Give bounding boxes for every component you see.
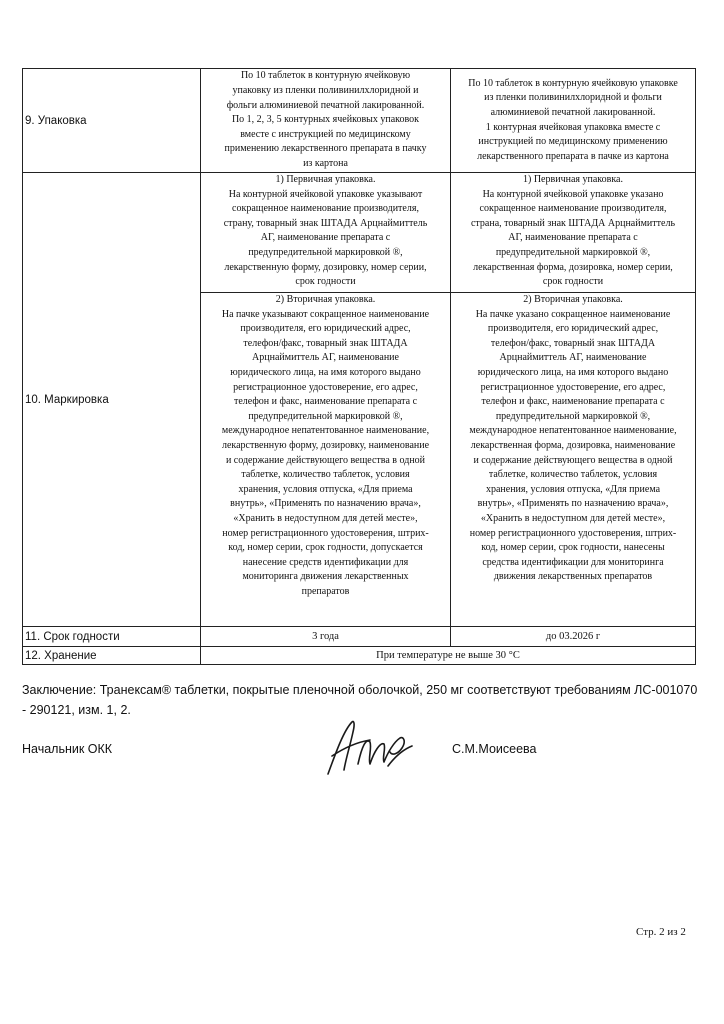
- storage-value: При температуре не выше 30 °С: [201, 647, 696, 665]
- marking-primary-a: 1) Первичная упаковка. На контурной ячейковой упаковке указывают сокращенное наименование производителя, страну, товарный знак ШТАДА Арцнаймиттель АГ, наименование препарата с предупредительной маркировкой ®, лекарственную форму, дозировку, номер серии, срок годности: [201, 173, 451, 293]
- marking-secondary-b: 2) Вторичная упаковка. На пачке указано сокращенное наименование производителя, его юридический адрес, телефон/факс, товарный знак ШТАДА Арцнаймиттель АГ, наименование юридического лица, на имя которого выдано регистрационное удостоверение, его адрес, телефон и факс, наименование препарата с предупредительной маркировкой ®, международное непатентованное наименование, лекарственная форма, дозировка, наименование и содержание действующего вещества в одной таблетке, количество таблеток, условия хранения, условия отпуска, «Для приема внутрь», «Применять по назначению врача», «Хранить в недоступном для детей месте», номер регистрационного удостоверения, штрих- код, номер серии, срок годности, нанесены средства идентификации для мониторинга движения лекарственных препаратов: [451, 293, 696, 627]
- signatory-title: Начальник ОКК: [22, 742, 113, 756]
- table-row-marking-primary: [23, 173, 696, 293]
- handwritten-signature: [318, 712, 418, 782]
- marking-secondary-a: 2) Вторичная упаковка. На пачке указывают сокращенное наименование производителя, его юридический адрес, телефон/факс, товарный знак ШТАДА Арцнаймиттель АГ, наименование юридического лица, на имя которого выдано регистрационное удостоверение, его адрес, телефон и факс, наименование препарата с предупредительной маркировкой ®, международное непатентованное наименование, лекарственную форму, дозировку, наименование и содержание действующего вещества в одной таблетке, количество таблеток, условия хранения, условия отпуска, «Для приема внутрь», «Применять по назначению врача», «Хранить в недоступном для детей месте», номер регистрационного удостоверения, штрих- код, номер серии, срок годности, допускается нанесение средств идентификации для мониторинга движения лекарственных препаратов: [201, 293, 451, 627]
- signatory-name: С.М.Моисеева: [452, 742, 537, 756]
- shelf-life-value-a: 3 года: [201, 627, 451, 647]
- conclusion-text: Заключение: Транексам® таблетки, покрытые пленочной оболочкой, 250 мг соответствуют требованиям ЛС-001070 - 290121, изм. 1, 2.: [22, 683, 698, 717]
- packaging-value-b: По 10 таблеток в контурную ячейковую упаковке из пленки поливинилхлоридной и фольги алюминиевой печатной лакированной. 1 контурная ячейковая упаковка вместе с инструкцией по медицинскому применению лекарственного препарата в пачке из картона: [451, 69, 696, 173]
- packaging-value-a: По 10 таблеток в контурную ячейковую упаковку из пленки поливинилхлоридной и фольги алюминиевой печатной лакированной. По 1, 2, 3, 5 контурных ячейковых упаковок вместе с инструкцией по медицинскому применению лекарственного препарата в пачку из картона: [201, 69, 451, 173]
- marking-primary-b: 1) Первичная упаковка. На контурной ячейковой упаковке указано сокращенное наименование производителя, страна, товарный знак ШТАДА Арцнаймиттель АГ, наименование препарата с предупредительной маркировкой ®, лекарственная форма, дозировка, номер серии, срок годности: [451, 173, 696, 293]
- page-number: Стр. 2 из 2: [636, 926, 686, 938]
- specification-table: [22, 68, 696, 665]
- packaging-label: 9. Упаковка: [23, 69, 201, 173]
- table-row-storage: [23, 647, 696, 665]
- shelf-life-value-b: до 03.2026 г: [451, 627, 696, 647]
- table-row-packaging: [23, 69, 696, 173]
- table-row-shelf-life: [23, 627, 696, 647]
- shelf-life-label: 11. Срок годности: [23, 627, 201, 647]
- marking-label: 10. Маркировка: [23, 173, 201, 627]
- storage-label: 12. Хранение: [23, 647, 201, 665]
